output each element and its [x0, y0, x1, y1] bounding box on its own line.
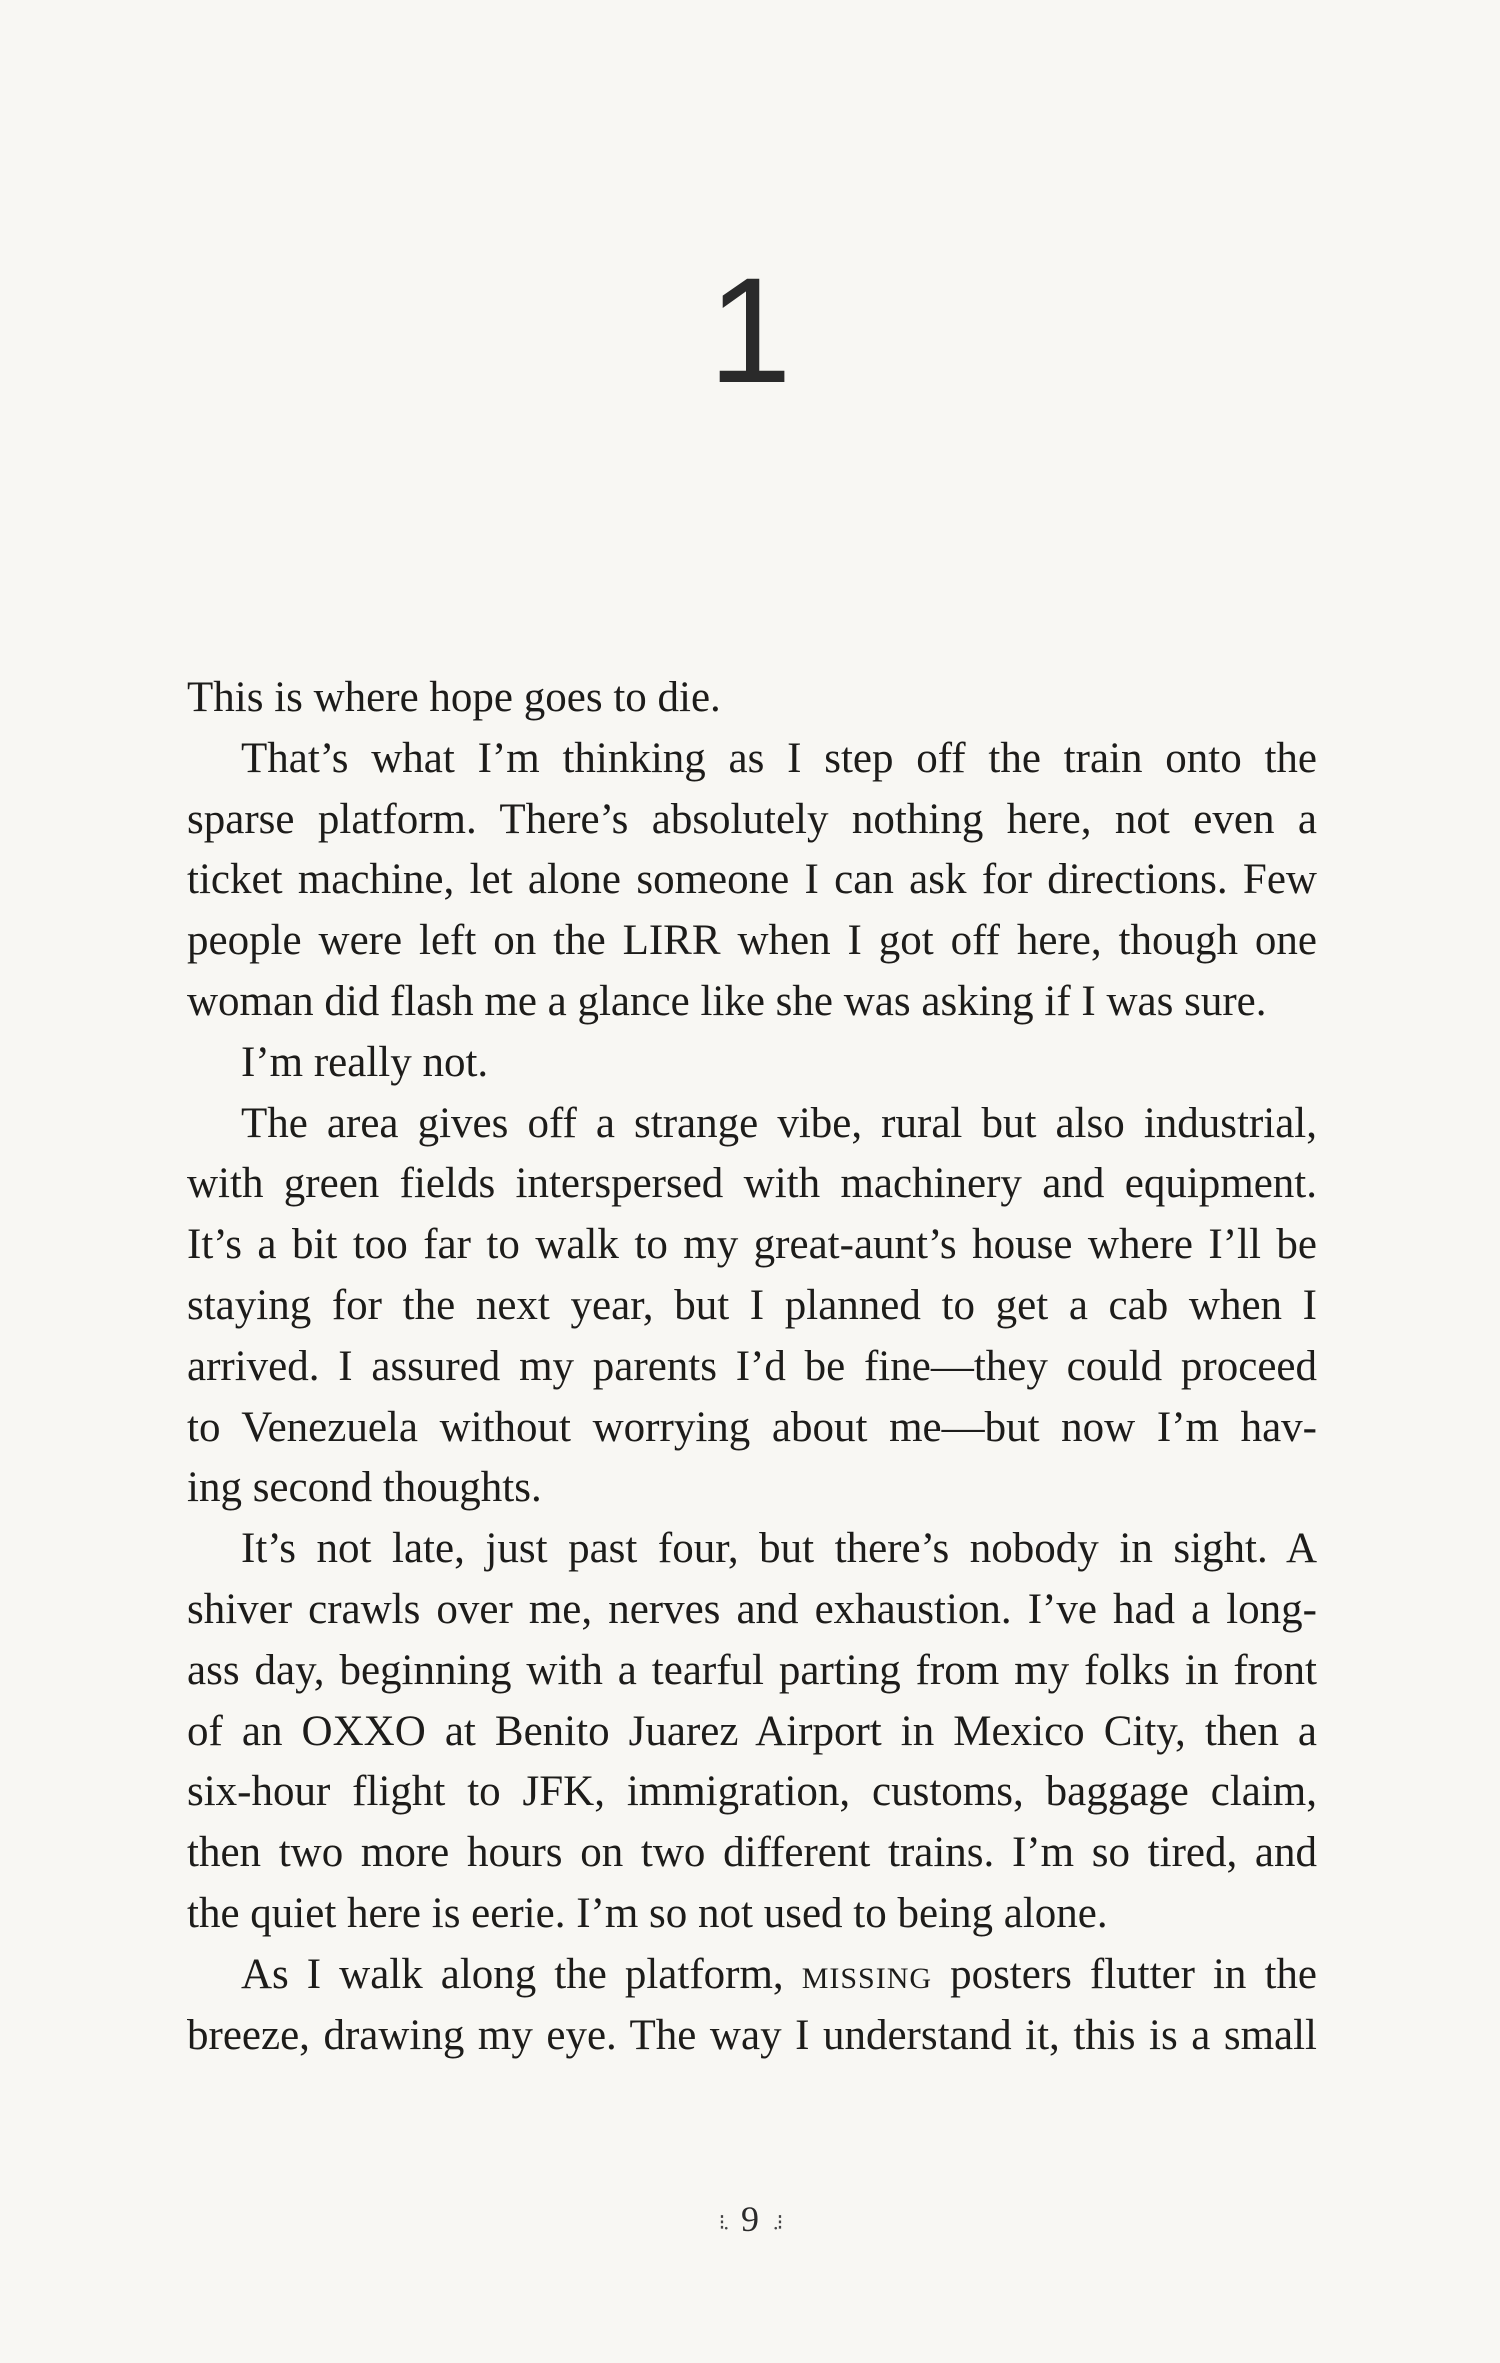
text-line: ing second thoughts.: [187, 1464, 542, 1512]
text-line: arrived. I assured my parents I’d be fine—they could proceed: [187, 1342, 1317, 1390]
page-footer: [0, 2198, 1500, 2240]
text-line: the quiet here is eerie. I’m so not used to being alone.: [187, 1889, 1108, 1937]
text-line: shiver crawls over me, nerves and exhaustion. I’ve had a long-: [187, 1585, 1317, 1633]
text-line: ticket machine, let alone someone I can ask for directions. Few: [187, 856, 1317, 904]
text-line: six-hour flight to JFK, immigration, customs, baggage claim,: [187, 1768, 1317, 1816]
missing-smallcaps: missing: [801, 1950, 933, 1998]
text-line: staying for the next year, but I planned to get a cab when I: [187, 1281, 1317, 1329]
page-number: 9: [741, 2199, 759, 2239]
text-line: woman did flash me a glance like she was asking if I was sure.: [187, 977, 1267, 1025]
text-line: ass day, beginning with a tearful parting from my folks in front: [187, 1646, 1317, 1694]
folio-ornament-right: .⁝: [773, 2209, 782, 2235]
text-line: That’s what I’m thinking as I step off the train onto the: [241, 734, 1317, 782]
text-line: breeze, drawing my eye. The way I understand it, this is a small: [187, 2011, 1317, 2059]
text-line: then two more hours on two different trains. I’m so tired, and: [187, 1829, 1317, 1877]
folio-ornament-left: ⁝.: [718, 2209, 727, 2235]
text-line: It’s not late, just past four, but there’s nobody in sight. A: [241, 1525, 1317, 1573]
text-line: people were left on the LIRR when I got off here, though one: [187, 917, 1317, 965]
text-segment: posters flutter in the: [932, 1950, 1317, 1998]
text-line: The area gives off a strange vibe, rural but also industrial,: [241, 1099, 1317, 1147]
text-line: This is where hope goes to die.: [187, 674, 721, 721]
chapter-body: [187, 668, 1317, 2066]
text-line: of an OXXO at Benito Juarez Airport in Mexico City, then a: [187, 1707, 1317, 1755]
text-line: I’m really not.: [241, 1038, 489, 1086]
text-segment: As I walk along the platform,: [241, 1950, 802, 1998]
text-line: sparse platform. There’s absolutely nothing here, not even a: [187, 795, 1317, 843]
text-line: with green fields interspersed with machinery and equipment.: [187, 1160, 1317, 1208]
text-line: It’s a bit too far to walk to my great-aunt’s house where I’ll be: [187, 1221, 1317, 1269]
text-line: to Venezuela without worrying about me—but now I’m hav-: [187, 1403, 1317, 1451]
chapter-number: 1: [708, 246, 792, 414]
text-line: [187, 1945, 1317, 2006]
